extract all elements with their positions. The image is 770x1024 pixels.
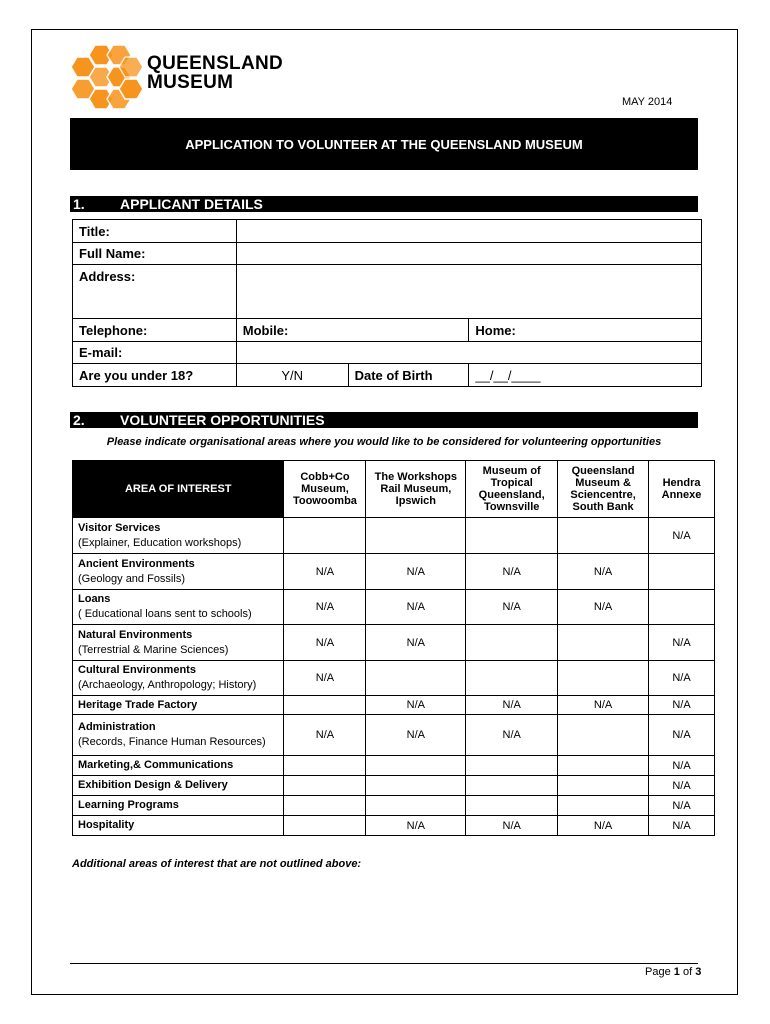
interest-cell[interactable] xyxy=(558,756,649,776)
email-label: E-mail: xyxy=(73,342,237,364)
interest-cell[interactable] xyxy=(466,661,558,696)
interest-cell[interactable] xyxy=(558,715,649,756)
interest-cell: N/A xyxy=(466,696,558,715)
area-label xyxy=(73,756,284,776)
area-title: Exhibition Design & Delivery xyxy=(78,779,228,791)
area-title: Heritage Trade Factory xyxy=(78,698,198,711)
full-name-label: Full Name: xyxy=(73,243,237,265)
page-current: 1 xyxy=(673,966,680,978)
table-row xyxy=(73,625,715,661)
column-header-cobb-co: Cobb+Co Museum, Toowoomba xyxy=(284,461,366,518)
area-label xyxy=(73,590,284,625)
interest-cell: N/A xyxy=(284,554,366,590)
table-row xyxy=(73,776,715,796)
area-title: Natural Environments xyxy=(78,628,193,641)
area-label xyxy=(73,625,284,661)
footer-divider xyxy=(70,963,698,964)
applicant-details-table xyxy=(72,219,702,387)
page-number xyxy=(645,966,701,978)
section-1-header xyxy=(70,196,698,212)
volunteer-opportunities-table xyxy=(72,460,715,836)
table-row xyxy=(73,715,715,756)
interest-cell: N/A xyxy=(366,590,466,625)
page-prefix: Page xyxy=(645,966,671,978)
area-label xyxy=(73,715,284,756)
interest-cell: N/A xyxy=(649,518,715,554)
interest-cell: N/A xyxy=(466,715,558,756)
area-title: Ancient Environments xyxy=(78,557,195,570)
title-field[interactable] xyxy=(236,220,701,243)
telephone-label: Telephone: xyxy=(73,319,237,342)
interest-cell[interactable] xyxy=(466,776,558,796)
section-title: VOLUNTEER OPPORTUNITIES xyxy=(120,412,325,428)
logo-line-1: QUEENSLAND xyxy=(147,53,284,74)
interest-cell[interactable] xyxy=(366,776,466,796)
section-2-header xyxy=(70,412,698,428)
column-header-area: AREA OF INTEREST xyxy=(73,461,284,518)
interest-cell[interactable] xyxy=(466,518,558,554)
table-row xyxy=(73,796,715,816)
title-label: Title: xyxy=(73,220,237,243)
interest-cell[interactable] xyxy=(284,816,366,836)
interest-cell: N/A xyxy=(366,715,466,756)
area-title: Cultural Environments xyxy=(78,664,196,676)
page-of: of xyxy=(682,966,693,978)
address-label: Address: xyxy=(73,265,237,319)
interest-cell: N/A xyxy=(649,661,715,696)
area-title: Loans xyxy=(78,593,111,605)
interest-cell[interactable] xyxy=(284,776,366,796)
page-title: APPLICATION TO VOLUNTEER AT THE QUEENSLAND MUSEUM xyxy=(70,118,698,170)
date-of-birth-field[interactable]: __/__/____ xyxy=(469,364,702,387)
interest-cell: N/A xyxy=(649,796,715,816)
area-label xyxy=(73,816,284,836)
address-field[interactable] xyxy=(236,265,701,319)
interest-cell[interactable] xyxy=(366,661,466,696)
queensland-museum-logo-icon xyxy=(72,43,142,115)
interest-cell: N/A xyxy=(558,554,649,590)
under-18-label: Are you under 18? xyxy=(73,364,237,387)
interest-cell[interactable] xyxy=(284,696,366,715)
column-header-tropical: Museum of Tropical Queensland, Townsville xyxy=(466,461,558,518)
logo-wordmark xyxy=(147,54,283,92)
interest-cell: N/A xyxy=(284,715,366,756)
area-title: Learning Programs xyxy=(78,799,179,811)
logo-line-2: MUSEUM xyxy=(147,72,234,93)
page-total: 3 xyxy=(695,966,702,978)
interest-cell[interactable] xyxy=(558,518,649,554)
area-subtitle: (Archaeology, Anthropology; History) xyxy=(78,679,257,691)
interest-cell: N/A xyxy=(649,776,715,796)
section-number: 2. xyxy=(73,412,85,428)
interest-cell: N/A xyxy=(366,816,466,836)
interest-cell[interactable] xyxy=(558,796,649,816)
table-row xyxy=(73,756,715,776)
interest-cell[interactable] xyxy=(558,661,649,696)
interest-cell: N/A xyxy=(558,816,649,836)
additional-areas-label: Additional areas of interest that are not outlined above: xyxy=(72,858,362,870)
interest-cell[interactable] xyxy=(284,756,366,776)
mobile-field[interactable] xyxy=(236,319,469,342)
table-row xyxy=(73,554,715,590)
interest-cell[interactable] xyxy=(466,756,558,776)
interest-cell[interactable] xyxy=(649,590,715,625)
column-header-south-bank: Queensland Museum & Sciencentre, South Bank xyxy=(558,461,649,518)
interest-cell: N/A xyxy=(558,696,649,715)
interest-cell[interactable] xyxy=(284,796,366,816)
interest-cell[interactable] xyxy=(466,796,558,816)
section-number: 1. xyxy=(73,196,85,212)
table-row xyxy=(73,696,715,715)
home-field[interactable] xyxy=(469,319,702,342)
area-subtitle: (Geology and Fossils) xyxy=(78,572,185,585)
table-row xyxy=(73,590,715,625)
interest-cell: N/A xyxy=(366,625,466,661)
interest-cell: N/A xyxy=(466,816,558,836)
area-title: Visitor Services xyxy=(78,521,161,534)
interest-cell[interactable] xyxy=(366,756,466,776)
interest-cell: N/A xyxy=(284,590,366,625)
table-row xyxy=(73,518,715,554)
interest-cell: N/A xyxy=(284,661,366,696)
interest-cell: N/A xyxy=(649,625,715,661)
area-label xyxy=(73,554,284,590)
column-header-workshops: The Workshops Rail Museum, Ipswich xyxy=(366,461,466,518)
full-name-field[interactable] xyxy=(236,243,701,265)
interest-cell: N/A xyxy=(649,715,715,756)
area-subtitle: (Records, Finance Human Resources) xyxy=(78,736,266,748)
area-subtitle: (Explainer, Education workshops) xyxy=(78,536,242,549)
date-of-birth-label: Date of Birth xyxy=(348,364,469,387)
document-date: MAY 2014 xyxy=(622,96,673,108)
section-title: APPLICANT DETAILS xyxy=(120,196,263,212)
interest-cell: N/A xyxy=(284,625,366,661)
interest-cell[interactable] xyxy=(558,625,649,661)
interest-cell[interactable] xyxy=(558,776,649,796)
area-label xyxy=(73,696,284,715)
interest-cell[interactable] xyxy=(284,518,366,554)
interest-cell[interactable] xyxy=(366,518,466,554)
interest-cell: N/A xyxy=(366,554,466,590)
interest-cell[interactable] xyxy=(466,625,558,661)
interest-cell[interactable] xyxy=(366,796,466,816)
under-18-field[interactable]: Y/N xyxy=(236,364,348,387)
area-title: Administration xyxy=(78,721,156,733)
area-label xyxy=(73,796,284,816)
email-field[interactable] xyxy=(236,342,701,364)
area-title: Marketing,& Communications xyxy=(78,759,234,771)
area-label xyxy=(73,776,284,796)
interest-cell: N/A xyxy=(649,696,715,715)
home-label: Home: xyxy=(475,322,516,338)
area-label xyxy=(73,661,284,696)
interest-cell: N/A xyxy=(649,756,715,776)
instruction-text: Please indicate organisational areas where you would like to be considered for volunteering opportunities xyxy=(106,436,662,448)
column-header-hendra: Hendra Annexe xyxy=(649,461,715,518)
area-label xyxy=(73,518,284,554)
interest-cell: N/A xyxy=(466,590,558,625)
area-subtitle: ( Educational loans sent to schools) xyxy=(78,608,252,620)
interest-cell[interactable] xyxy=(649,554,715,590)
interest-cell: N/A xyxy=(366,696,466,715)
mobile-label: Mobile: xyxy=(242,322,289,338)
table-row xyxy=(73,816,715,836)
interest-cell: N/A xyxy=(558,590,649,625)
area-title: Hospitality xyxy=(78,819,135,831)
interest-cell: N/A xyxy=(466,554,558,590)
table-row xyxy=(73,661,715,696)
area-subtitle: (Terrestrial & Marine Sciences) xyxy=(78,643,229,656)
interest-cell: N/A xyxy=(649,816,715,836)
